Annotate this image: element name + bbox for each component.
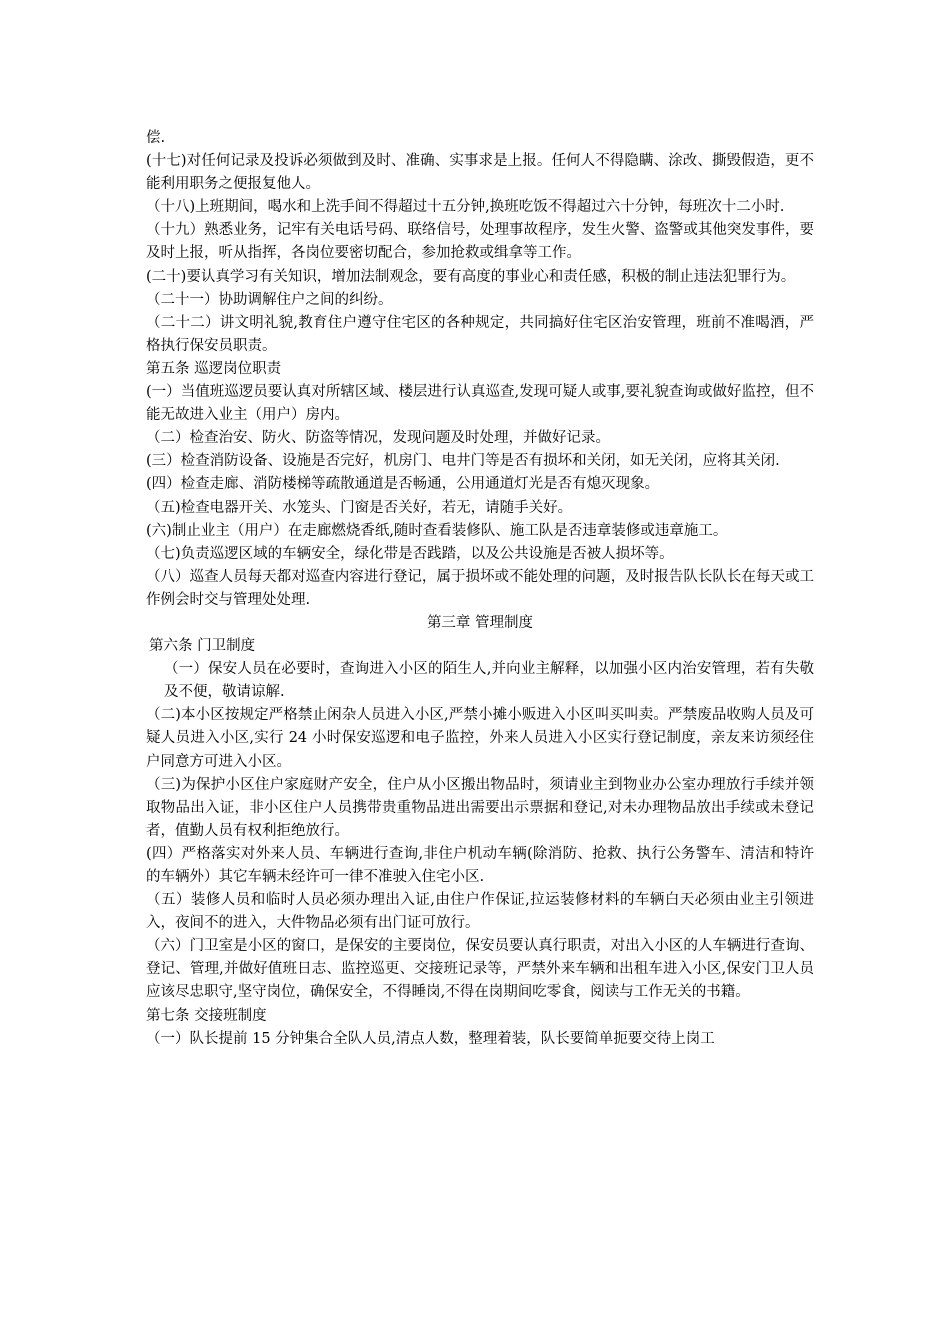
paragraph: (十七)对任何记录及投诉必须做到及时、准确、实事求是上报。任何人不得隐瞒、涂改、撕毁假造，更不能利用职务之便报复他人。 — [146, 153, 814, 193]
paragraph: (二十)要认真学习有关知识，增加法制观念，要有高度的事业心和责任感，积极的制止违法犯罪行为。 — [146, 268, 796, 285]
paragraph: (六)制止业主（用户）在走廊燃烧香纸,随时查看装修队、施工队是否违章装修或违章施工。 — [146, 522, 728, 539]
paragraph: (四）严格落实对外来人员、车辆进行查询,非住户机动车辆(除消防、抢救、执行公务警车、清洁和特许的车辆外）其它车辆未经许可一律不准驶入住宅小区. — [146, 845, 814, 885]
paragraph: （一）队长提前 15 分钟集合全队人员,清点人数，整理着装，队长要简单扼要交待上岗工 — [146, 1030, 715, 1047]
section-heading: 第七条 交接班制度 — [146, 1007, 267, 1024]
document-page — [146, 127, 814, 1051]
paragraph: （二）检查治安、防火、防盗等情况，发现问题及时处理，并做好记录。 — [146, 430, 610, 447]
section-heading: 第五条 巡逻岗位职责 — [146, 360, 282, 377]
chapter-heading: 第三章 管理制度 — [426, 614, 534, 631]
paragraph: （二十一）协助调解住户之间的纠纷。 — [146, 291, 393, 308]
paragraph: （五）装修人员和临时人员必须办理出入证,由住户作保证,拉运装修材料的车辆白天必须由业主引领进入，夜间不的进入，大件物品必须有出门证可放行。 — [146, 892, 814, 932]
paragraph: （二)本小区按规定严格禁止闲杂人员进入小区,严禁小摊小贩进入小区叫买叫卖。严禁废品收购人员及可疑人员进入小区,实行 24 小时保安巡逻和电子监控，外来人员进入小区实行登记制度，亲友来访须经住户同意方可进入小区。 — [146, 707, 814, 770]
paragraph: (三）检查消防设备、设施是否完好，机房门、电井门等是否有损坏和关闭，如无关闭，应将其关闭. — [146, 453, 780, 470]
section-heading: 第六条 门卫制度 — [149, 638, 256, 655]
paragraph: （七)负责巡逻区域的车辆安全，绿化带是否践踏，以及公共设施是否被人损坏等。 — [146, 545, 674, 562]
paragraph: （三)为保护小区住户家庭财产安全，住户从小区搬出物品时，须请业主到物业办公室办理放行手续并领取物品出入证，非小区住户人员携带贵重物品进出需要出示票据和登记,对未办理物品放出手续或未登记者，值勤人员有权利拒绝放行。 — [146, 776, 814, 839]
paragraph: （八）巡查人员每天都对巡查内容进行登记，属于损坏或不能处理的问题，及时报告队长队长在每天或工作例会时交与管理处处理. — [146, 568, 814, 608]
paragraph: (一）当值班巡逻员要认真对所辖区域、楼层进行认真巡查,发现可疑人或事,要礼貌查询或做好监控，但不能无故进入业主（用户）房内。 — [146, 384, 814, 424]
paragraph: （十九）熟悉业务，记牢有关电话号码、联络信号，处理事故程序，发生火警、盗警或其他突发事件，要及时上报，听从指挥，各岗位要密切配合，参加抢救或缉拿等工作。 — [146, 222, 814, 262]
paragraph: （二十二）讲文明礼貌,教育住户遵守住宅区的各种规定，共同搞好住宅区治安管理，班前不准喝酒，严格执行保安员职责。 — [146, 314, 814, 354]
paragraph: (四）检查走廊、消防楼梯等疏散通道是否畅通，公用通道灯光是否有熄灭现象。 — [146, 476, 660, 493]
paragraph: 偿. — [146, 130, 166, 146]
paragraph: （五)检查电器开关、水笼头、门窗是否关好，若无，请随手关好。 — [146, 499, 573, 516]
paragraph: （十八)上班期间，喝水和上洗手间不得超过十五分钟,换班吃饭不得超过六十分钟，每班次十二小时. — [146, 199, 785, 216]
paragraph: （一）保安人员在必要时，查询进入小区的陌生人,并向业主解释，以加强小区内治安管理，若有失敬及不便，敬请谅解. — [164, 661, 814, 701]
paragraph: （六）门卫室是小区的窗口，是保安的主要岗位，保安员要认真行职责，对出入小区的人车辆进行查询、登记、管理,并做好值班日志、监控巡更、交接班记录等，严禁外来车辆和出租车进入小区,保安门卫人员应该尽忠职守,坚守岗位，确保安全，不得睡岗,不得在岗期间吃零食，阅读与工作无关的书籍。 — [146, 938, 814, 1001]
